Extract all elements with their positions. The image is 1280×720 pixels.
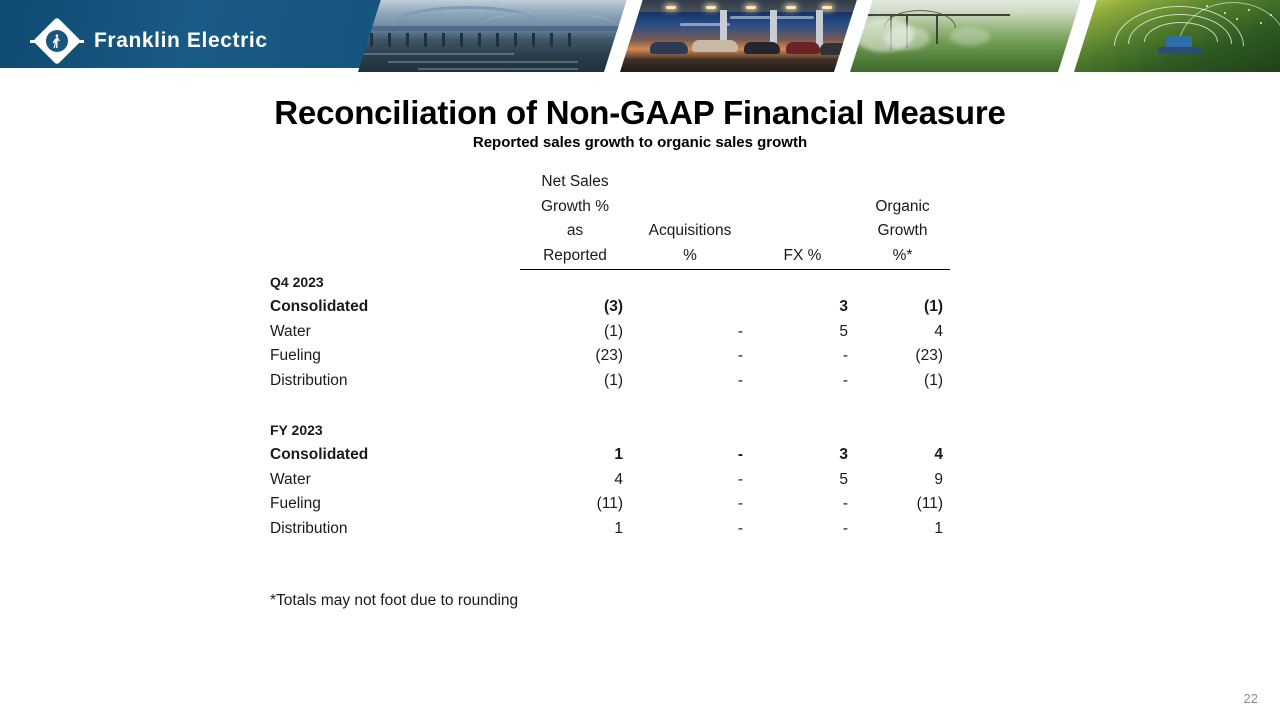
- table-row: [270, 492, 950, 517]
- cell-organic_growth: 1: [934, 519, 943, 537]
- column-header-label: [270, 170, 520, 270]
- photo-bridge-over-water: [358, 0, 628, 72]
- cell-acquisitions: -: [737, 495, 743, 513]
- cell-acquisitions: -: [737, 470, 743, 488]
- row-label: Fueling: [270, 347, 321, 365]
- brand-logo: [30, 18, 268, 64]
- table-header-row: [270, 170, 950, 270]
- photo-fuel-station-dusk: [620, 0, 858, 72]
- cell-acquisitions: -: [737, 445, 743, 463]
- footnote: *Totals may not foot due to rounding: [270, 592, 519, 609]
- table-row: [270, 517, 950, 542]
- cell-organic_growth: (1): [924, 297, 943, 315]
- cell-fx: [750, 393, 855, 418]
- cell-organic_growth: (23): [915, 347, 943, 365]
- cell-net_sales_growth: [520, 270, 630, 295]
- cell-fx: -: [842, 371, 848, 389]
- column-header-net-sales-growth: Net Sales Growth % as Reported: [520, 170, 630, 270]
- cell-organic_growth: (11): [916, 495, 943, 513]
- cell-net_sales_growth: (23): [595, 347, 623, 365]
- cell-acquisitions: [630, 270, 750, 295]
- page-subtitle: Reported sales growth to organic sales growth: [472, 134, 808, 151]
- reconciliation-table: [270, 170, 950, 541]
- column-header-acquisitions: Acquisitions %: [630, 170, 750, 270]
- cell-fx: 5: [839, 470, 848, 488]
- row-label: [270, 393, 520, 418]
- photo-lawn-sprinkler: [1074, 0, 1280, 72]
- cell-organic_growth: [855, 418, 950, 443]
- page-title: Reconciliation of Non-GAAP Financial Measure: [274, 94, 1006, 131]
- non-gaap-reconciliation-table: [270, 170, 950, 541]
- table-head: [270, 170, 950, 270]
- table-row: [270, 295, 950, 320]
- cell-fx: -: [842, 495, 848, 513]
- franklin-electric-diamond-logo-icon: [30, 18, 84, 64]
- row-label: Distribution: [270, 519, 348, 537]
- cell-fx: [750, 418, 855, 443]
- cell-acquisitions: [630, 295, 750, 320]
- column-header-fx: FX %: [750, 170, 855, 270]
- cell-net_sales_growth: [520, 418, 630, 443]
- row-label: Water: [270, 322, 311, 340]
- table-body: [270, 270, 950, 541]
- row-label: Consolidated: [270, 445, 369, 463]
- table-row: [270, 468, 950, 493]
- cell-net_sales_growth: 4: [614, 470, 623, 488]
- table-row: [270, 443, 950, 468]
- page-number: 22: [1243, 691, 1258, 706]
- row-label: Water: [270, 470, 311, 488]
- cell-fx: -: [842, 519, 848, 537]
- cell-organic_growth: (1): [924, 371, 943, 389]
- cell-organic_growth: 4: [934, 322, 943, 340]
- running-figure-icon: [50, 33, 64, 49]
- cell-fx: 5: [839, 322, 848, 340]
- photo-irrigation-pivot-field: [850, 0, 1082, 72]
- brand-name: Franklin Electric: [94, 29, 268, 52]
- cell-net_sales_growth: (1): [604, 371, 623, 389]
- cell-fx: 3: [839, 445, 848, 463]
- header-banner: [0, 0, 1280, 80]
- row-label: Consolidated: [270, 297, 369, 315]
- table-row: [270, 270, 950, 295]
- table-row: [270, 418, 950, 443]
- cell-organic_growth: [855, 393, 950, 418]
- cell-net_sales_growth: (3): [604, 297, 623, 315]
- cell-organic_growth: 4: [934, 445, 943, 463]
- table-row: [270, 344, 950, 369]
- cell-organic_growth: 9: [934, 470, 943, 488]
- cell-net_sales_growth: 1: [614, 519, 623, 537]
- cell-fx: [750, 270, 855, 295]
- cell-fx: -: [842, 347, 848, 365]
- cell-acquisitions: -: [737, 347, 743, 365]
- cell-organic_growth: [855, 270, 950, 295]
- row-label: FY 2023: [270, 422, 323, 439]
- cell-acquisitions: -: [737, 519, 743, 537]
- row-label: Fueling: [270, 495, 321, 513]
- row-label: Q4 2023: [270, 274, 324, 291]
- table-row: [270, 320, 950, 345]
- cell-net_sales_growth: [520, 393, 630, 418]
- cell-net_sales_growth: (11): [596, 495, 623, 513]
- cell-fx: 3: [839, 297, 848, 315]
- cell-acquisitions: -: [737, 322, 743, 340]
- column-header-organic-growth: Organic Growth %*: [855, 170, 950, 270]
- cell-acquisitions: -: [737, 371, 743, 389]
- table-spacer-row: [270, 393, 950, 418]
- table-row: [270, 369, 950, 394]
- row-label: Distribution: [270, 371, 348, 389]
- cell-acquisitions: [630, 418, 750, 443]
- cell-net_sales_growth: 1: [614, 445, 623, 463]
- cell-acquisitions: [630, 393, 750, 418]
- cell-net_sales_growth: (1): [604, 322, 623, 340]
